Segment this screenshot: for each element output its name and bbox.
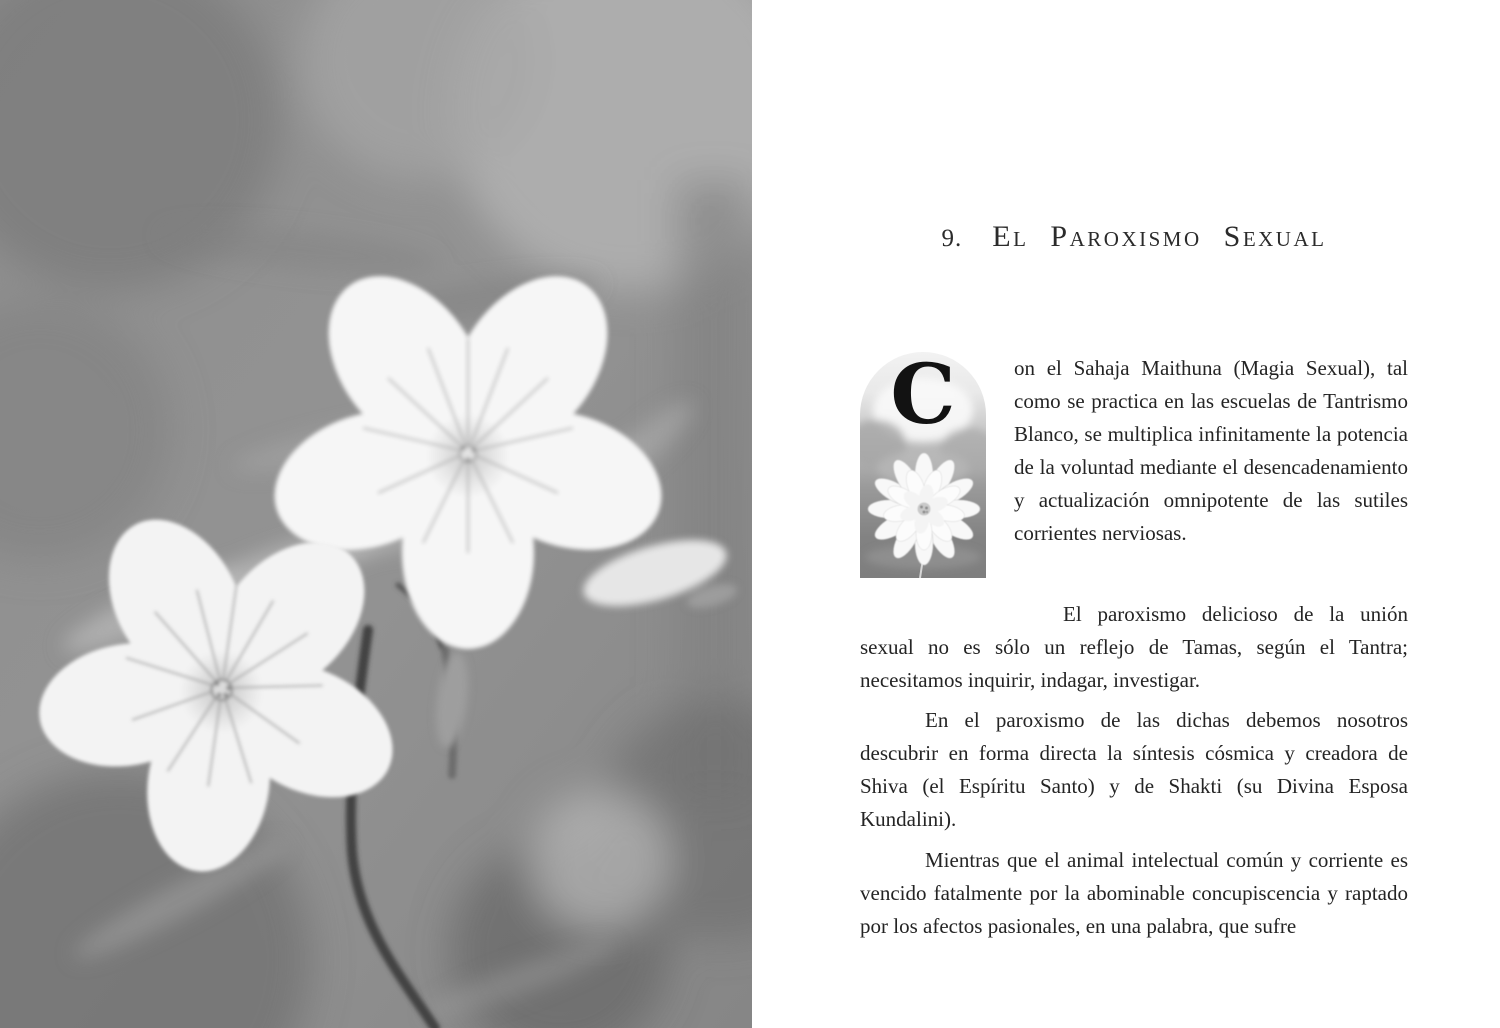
paragraph-3: En el paroxismo de las dichas debemos nosotros descubrir en forma directa la síntesis cósmica y creadora de Shiva (el Espíritu Santo) y de Shakti (su Divina Esposa Kundalini). xyxy=(860,708,1408,831)
chapter-heading xyxy=(860,220,1408,254)
dropcap-letter: C xyxy=(890,352,956,443)
chapter-body xyxy=(860,352,1408,943)
chapter-title: El Paroxismo Sexual xyxy=(992,220,1327,253)
chapter-number: 9. xyxy=(941,225,963,252)
paragraph-2: El paroxismo delicioso de la unión sexual no es sólo un reflejo de Tamas, según el Tantra; necesitamos inquirir, indagar, investigar. xyxy=(860,602,1408,692)
paragraph-4: Mientras que el animal intelectual común y corriente es vencido fatalmente por la abominable concupiscencia y raptado por los afectos pasionales, en una palabra, que sufre xyxy=(860,848,1408,938)
paragraph-1: on el Sahaja Maithuna (Magia Sexual), tal como se practica en las escuelas de Tantrismo Blanco, se multiplica infinitamente la potencia de la voluntad mediante el desencadenamiento y actualización omnipotente de las sutiles corrientes nerviosas. xyxy=(1014,356,1408,545)
dropcap-figure xyxy=(860,352,986,578)
